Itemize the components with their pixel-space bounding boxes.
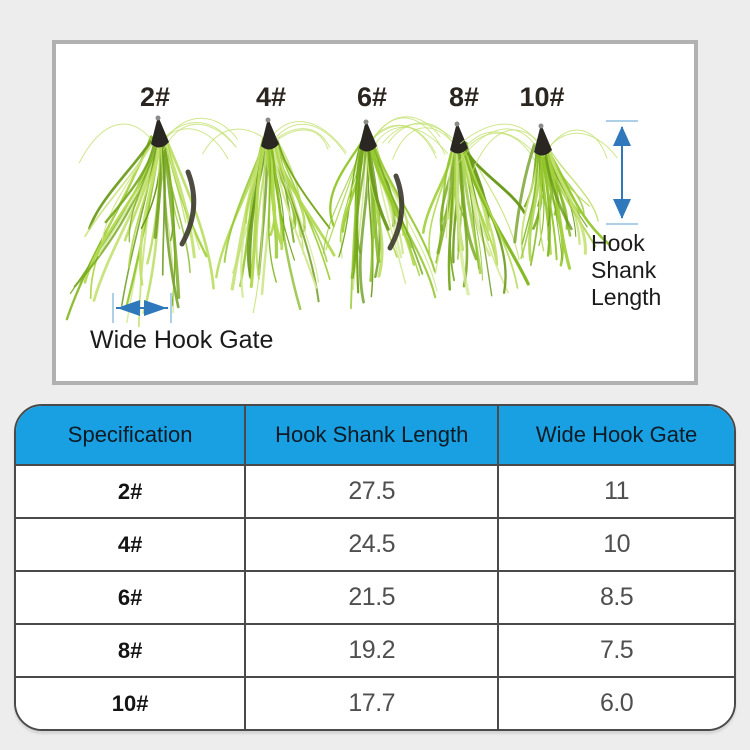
product-photo-panel [52,40,698,385]
hook-size-label-2: 2# [139,82,171,112]
spec-cell: 10# [111,690,149,716]
hook-gate-arrow-icon [112,293,172,323]
column-header-wide-hook-gate: Wide Hook Gate [535,422,698,447]
hook-size-label-8: 8# [448,82,480,112]
arrow-head-down-icon [613,199,631,219]
arrow-head-up-icon [613,126,631,146]
shank-length-arrow-icon [606,120,638,225]
hook-size-label-6: 6# [356,82,388,112]
hook-gate-caption: Wide Hook Gate [90,326,274,354]
specification-table [14,404,736,731]
table-row [16,570,734,623]
table-row [16,464,734,517]
spec-cell: 8# [117,637,143,663]
shank-cell: 24.5 [244,519,499,570]
arrow-cap-left [112,293,114,323]
shank-cell: 27.5 [244,466,499,517]
arrow-head-left-icon [117,300,140,316]
arrow-cap-top [606,120,638,122]
shank-length-caption: Hook Shank Length [591,230,662,310]
gate-cell: 10 [603,530,630,558]
hook-size-label-4: 4# [255,82,287,112]
shank-cell: 17.7 [244,678,499,729]
gate-cell: 11 [604,477,630,505]
table-row [16,517,734,570]
spec-cell: 6# [117,584,143,610]
table-row [16,623,734,676]
gate-cell: 6.0 [599,689,634,717]
shank-cell: 21.5 [244,572,499,623]
column-header-specification: Specification [67,422,193,447]
column-header-hook-shank-length: Hook Shank Length [244,406,499,464]
gate-cell: 7.5 [599,636,634,664]
photo-panel-inner [56,44,694,381]
arrow-cap-right [170,293,172,323]
spec-cell: 4# [117,531,143,557]
table-header-row [16,406,734,464]
spec-cell: 2# [117,478,143,504]
gate-cell: 8.5 [599,583,634,611]
table-row [16,676,734,729]
arrow-cap-bottom [606,223,638,225]
arrow-head-right-icon [144,300,167,316]
shank-cell: 19.2 [244,625,499,676]
hook-size-label-10: 10# [519,82,565,112]
